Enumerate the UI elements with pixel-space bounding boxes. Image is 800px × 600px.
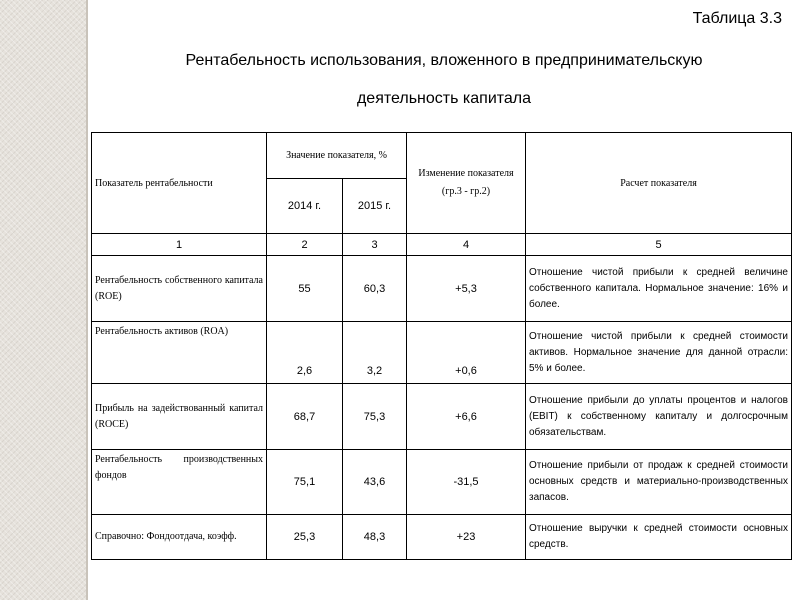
row-change: +0,6 [407,322,526,384]
row-change: +23 [407,515,526,560]
header-year-2014: 2014 г. [267,179,343,234]
row-calculation: Отношение чистой прибыли к средней стоимости активов. Нормальное значение для данной отрасли: 5% и более. [526,322,792,384]
row-value-2015: 48,3 [343,515,407,560]
header-year-2015: 2015 г. [343,179,407,234]
row-value-2015: 43,6 [343,450,407,515]
row-calculation: Отношение чистой прибыли к средней величине собственного капитала. Нормальное значение: 16% и более. [526,256,792,322]
column-number: 4 [407,234,526,256]
column-number: 1 [92,234,267,256]
page-title-line-2: деятельность капитала [356,90,532,107]
row-indicator: Справочно: Фондоотдача, коэфф. [92,515,267,560]
row-value-2014: 75,1 [267,450,343,515]
column-number: 3 [343,234,407,256]
row-value-2015: 60,3 [343,256,407,322]
row-value-2014: 25,3 [267,515,343,560]
column-number: 5 [526,234,792,256]
row-value-2014: 68,7 [267,384,343,450]
column-number-row [92,234,792,256]
header-value-group: Значение показателя, % [267,133,407,179]
table-row-roce [92,384,792,450]
row-indicator: Рентабельность производственных фондов [92,450,267,515]
row-indicator: Прибыль на задействованный капитал (ROCE) [92,384,267,450]
page-title-line-1: Рентабельность использования, вложенного в предпринимательскую [185,52,703,69]
row-calculation: Отношение выручки к средней стоимости основных средств. [526,515,792,560]
table-row-roe [92,256,792,322]
row-change: -31,5 [407,450,526,515]
row-change: +5,3 [407,256,526,322]
row-value-2015: 75,3 [343,384,407,450]
table-number: Таблица 3.3 [692,10,782,27]
table-row-roa [92,322,792,384]
header-indicator: Показатель рентабельности [92,133,267,234]
row-value-2014: 2,6 [267,322,343,384]
profitability-table [91,132,792,560]
row-value-2014: 55 [267,256,343,322]
row-change: +6,6 [407,384,526,450]
row-calculation: Отношение прибыли от продаж к средней стоимости основных средств и материально-производственных запасов. [526,450,792,515]
decorative-side-strip [0,0,88,600]
row-indicator: Рентабельность активов (ROA) [92,322,267,384]
row-indicator: Рентабельность собственного капитала (ROE) [92,256,267,322]
column-number: 2 [267,234,343,256]
row-value-2015: 3,2 [343,322,407,384]
table-row-production-assets [92,450,792,515]
table-row-asset-turnover [92,515,792,560]
header-change: Изменение показателя (гр.3 - гр.2) [407,133,526,234]
header-calculation: Расчет показателя [526,133,792,234]
row-calculation: Отношение прибыли до уплаты процентов и налогов (EBIT) к собственному капиталу и долгосрочным обязательствам. [526,384,792,450]
